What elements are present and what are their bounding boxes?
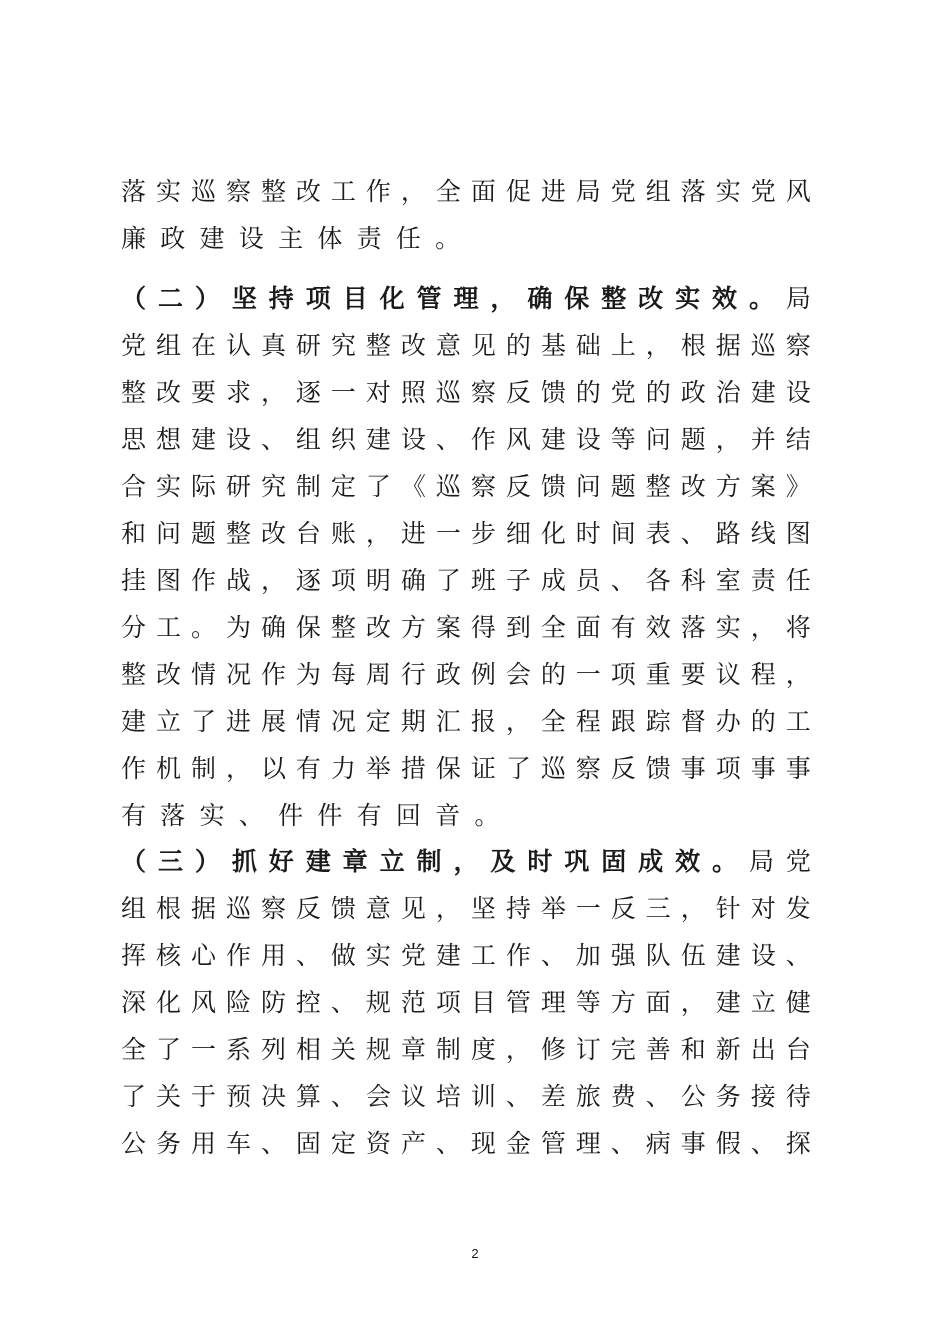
- text-line: 合 实 际 研 究 制 定 了 《 巡 察 反 馈 问 题 整 改 方 案 》: [121, 472, 811, 501]
- text-line: 党 组 在 认 真 研 究 整 改 意 见 的 基 础 上 ， 根 据 巡 察: [121, 331, 811, 360]
- text-line: 作 机 制 ， 以 有 力 举 措 保 证 了 巡 察 反 馈 事 项 事 事: [121, 754, 811, 783]
- text-line: 思 想 建 设 、 组 织 建 设 、 作 风 建 设 等 问 题 ， 并 结: [121, 425, 811, 454]
- text-line: 公 务 用 车 、 固 定 资 产 、 现 金 管 理 、 病 事 假 、 探: [121, 1129, 811, 1158]
- paragraph-2-project-management: [121, 275, 811, 839]
- text-line: 全 了 一 系 列 相 关 规 章 制 度 ， 修 订 完 善 和 新 出 台: [121, 1035, 811, 1064]
- text-line: 有 落 实 、 件 件 有 回 音 。: [121, 801, 514, 830]
- text-line: （ 二 ） 坚 持 项 目 化 管 理 ， 确 保 整 改 实 效 。 局: [121, 284, 811, 313]
- text-line: 和 问 题 整 改 台 账 ， 进 一 步 细 化 时 间 表 、 路 线 图: [121, 519, 811, 548]
- text-line: 建 立 了 进 展 情 况 定 期 汇 报 ， 全 程 跟 踪 督 办 的 工: [121, 707, 811, 736]
- paragraph-3-rules-system: [121, 838, 811, 1167]
- text-line: 深 化 风 险 防 控 、 规 范 项 目 管 理 等 方 面 ， 建 立 健: [121, 988, 811, 1017]
- text-line: 挂 图 作 战 ， 逐 项 明 确 了 班 子 成 员 、 各 科 室 责 任: [121, 566, 811, 595]
- text-line: 廉 政 建 设 主 体 责 任 。: [121, 224, 475, 253]
- text-line: 组 根 据 巡 察 反 馈 意 见 ， 坚 持 举 一 反 三 ， 针 对 发: [121, 894, 811, 923]
- paragraph-1: [121, 168, 811, 262]
- text-line: 挥 核 心 作 用 、 做 实 党 建 工 作 、 加 强 队 伍 建 设 、: [121, 941, 811, 970]
- text-line: （ 三 ） 抓 好 建 章 立 制 ， 及 时 巩 固 成 效 。 局 党: [121, 847, 811, 876]
- text-line: 落 实 巡 察 整 改 工 作 ， 全 面 促 进 局 党 组 落 实 党 风: [121, 177, 811, 206]
- text-line: 分 工 。 为 确 保 整 改 方 案 得 到 全 面 有 效 落 实 ， 将: [121, 613, 811, 642]
- text-line: 整 改 要 求 ， 逐 一 对 照 巡 察 反 馈 的 党 的 政 治 建 设: [121, 378, 811, 407]
- text-line: 了 关 于 预 决 算 、 会 议 培 训 、 差 旅 费 、 公 务 接 待: [121, 1082, 811, 1111]
- text-line: 整 改 情 况 作 为 每 周 行 政 例 会 的 一 项 重 要 议 程 ，: [121, 660, 811, 689]
- page-number: 2: [471, 1246, 479, 1261]
